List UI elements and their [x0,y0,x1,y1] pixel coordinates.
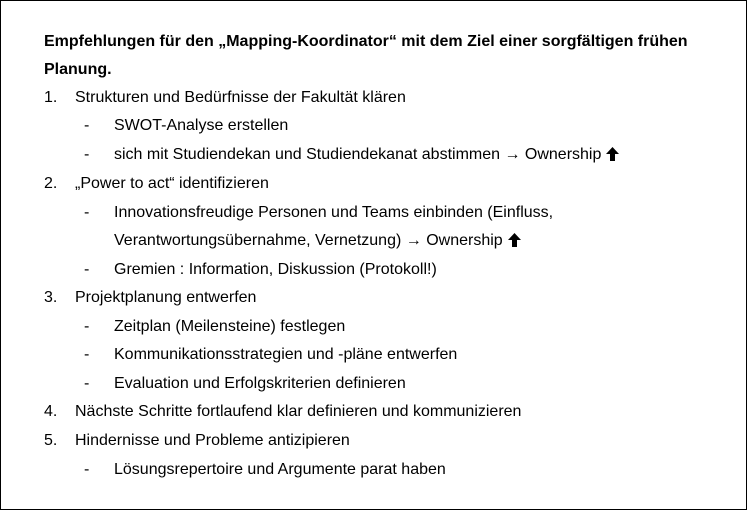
dash-bullet: - [84,375,90,392]
dash-bullet: - [84,261,90,278]
sub-item-content [114,227,521,257]
sub-item-text: Gremien : Information, Diskussion (Protokoll!) [114,261,437,278]
sub-item-text: Lösungsrepertoire und Argumente parat haben [114,461,446,478]
sub-item-text: Verantwortungsübernahme, Vernetzung) → Ownership [114,232,503,249]
arrow-up-icon [606,143,619,171]
sub-item-text: Evaluation und Erfolgskriterien definieren [114,375,406,392]
list-text: Projektplanung entwerfen [75,289,257,306]
sub-item-text: Kommunikationsstrategien und -pläne entwerfen [114,346,458,363]
sub-item-text: Innovationsfreudige Personen und Teams einbinden (Einfluss, [114,204,554,221]
list-number: 2. [44,175,58,192]
list-number: 3. [44,289,58,306]
sub-item-content [114,141,619,171]
dash-bullet: - [84,146,90,163]
list-text: Hindernisse und Probleme antizipieren [75,432,350,449]
list-text: „Power to act“ identifizieren [75,175,269,192]
sub-item-text: sich mit Studiendekan und Studiendekanat abstimmen → Ownership [114,146,602,163]
list-number: 1. [44,89,58,106]
dash-bullet: - [84,204,90,221]
list-text: Strukturen und Bedürfnisse der Fakultät klären [75,89,406,106]
list-number: 4. [44,403,58,420]
document-title: Empfehlungen für den „Mapping-Koordinator“ mit dem Ziel einer sorgfältigen frühen Planung. [44,33,688,78]
dash-bullet: - [84,318,90,335]
sub-item-text: Zeitplan (Meilensteine) festlegen [114,318,346,335]
sub-item-text: SWOT-Analyse erstellen [114,117,289,134]
arrow-up-icon [508,229,521,257]
dash-bullet: - [84,461,90,478]
list-text: Nächste Schritte fortlaufend klar definieren und kommunizieren [75,403,522,420]
list-number: 5. [44,432,58,449]
dash-bullet: - [84,346,90,363]
dash-bullet: - [84,117,90,134]
